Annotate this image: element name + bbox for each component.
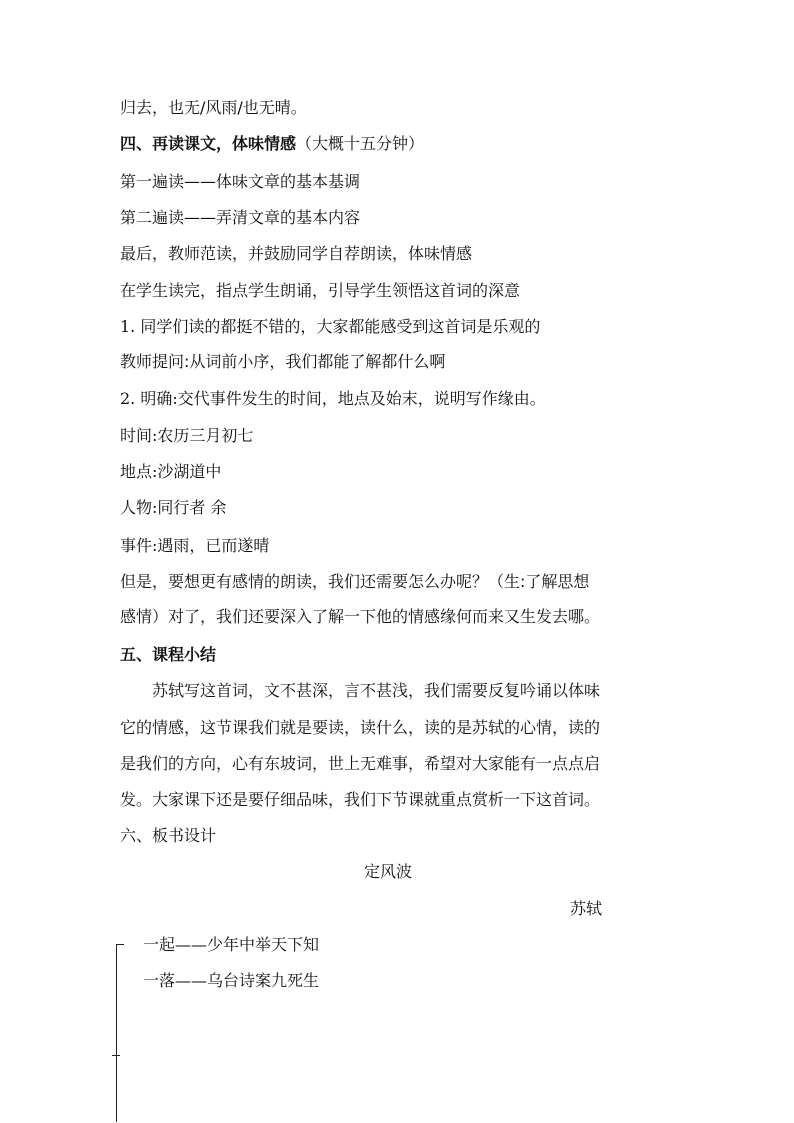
text-line: 归去，也无/风雨/也无晴。 <box>120 98 307 117</box>
board-title: 定风波 <box>364 862 413 881</box>
text-line: 最后，教师范读，并鼓励同学自荐朗读，体味情感 <box>120 244 473 263</box>
paragraph-line: 发。大家课下还是要仔细品味，我们下节课就重点赏析一下这首词。 <box>120 790 601 809</box>
section-heading-note: （大概十五分钟） <box>296 134 425 153</box>
text-line: 第二遍读——弄清文章的基本内容 <box>120 208 361 227</box>
text-line: 1. 同学们读的都挺不错的，大家都能感受到这首词是乐观的 <box>120 317 541 336</box>
section-heading: 五、课程小结 <box>120 645 217 664</box>
board-bracket-mid-tick <box>112 1055 120 1056</box>
text-line: 时间:农历三月初七 <box>120 426 254 445</box>
section-heading-main: 四、再读课文，体味情感 <box>120 134 297 153</box>
text-line: 2. 明确:交代事件发生的时间，地点及始末，说明写作缘由。 <box>120 389 546 408</box>
text-line: 感情）对了，我们还要深入了解一下他的情感缘何而来又生发去哪。 <box>120 607 601 626</box>
paragraph-line: 是我们的方向，心有东坡词，世上无难事，希望对大家能有一点点启 <box>120 754 601 773</box>
text-line: 人物:同行者 余 <box>120 498 227 517</box>
board-line: 一起——少年中举天下知 <box>143 935 320 954</box>
text-line: 地点:沙湖道中 <box>120 462 222 481</box>
paragraph-line: 它的情感，这节课我们就是要读，读什么，读的是苏轼的心情，读的 <box>120 718 601 737</box>
paragraph-line: 苏轼写这首词，文不甚深，言不甚浅，我们需要反复吟诵以体味 <box>152 681 601 700</box>
board-author: 苏轼 <box>570 899 603 918</box>
text-line: 事件:遇雨，已而遂晴 <box>120 536 270 555</box>
text-line: 在学生读完，指点学生朗诵，引导学生领悟这首词的深意 <box>120 281 521 300</box>
board-bracket-line <box>116 944 117 1122</box>
section-heading <box>120 134 424 154</box>
text-line: 第一遍读——体味文章的基本基调 <box>120 172 361 191</box>
text-line: 教师提问:从词前小序，我们都能了解都什么啊 <box>120 352 446 371</box>
section-heading: 六、板书设计 <box>120 826 217 845</box>
board-bracket-top-tick <box>116 944 124 945</box>
text-line: 但是，要想更有感情的朗读，我们还需要怎么办呢？（生:了解思想 <box>120 572 590 591</box>
board-line: 一落——乌台诗案九死生 <box>143 971 320 990</box>
